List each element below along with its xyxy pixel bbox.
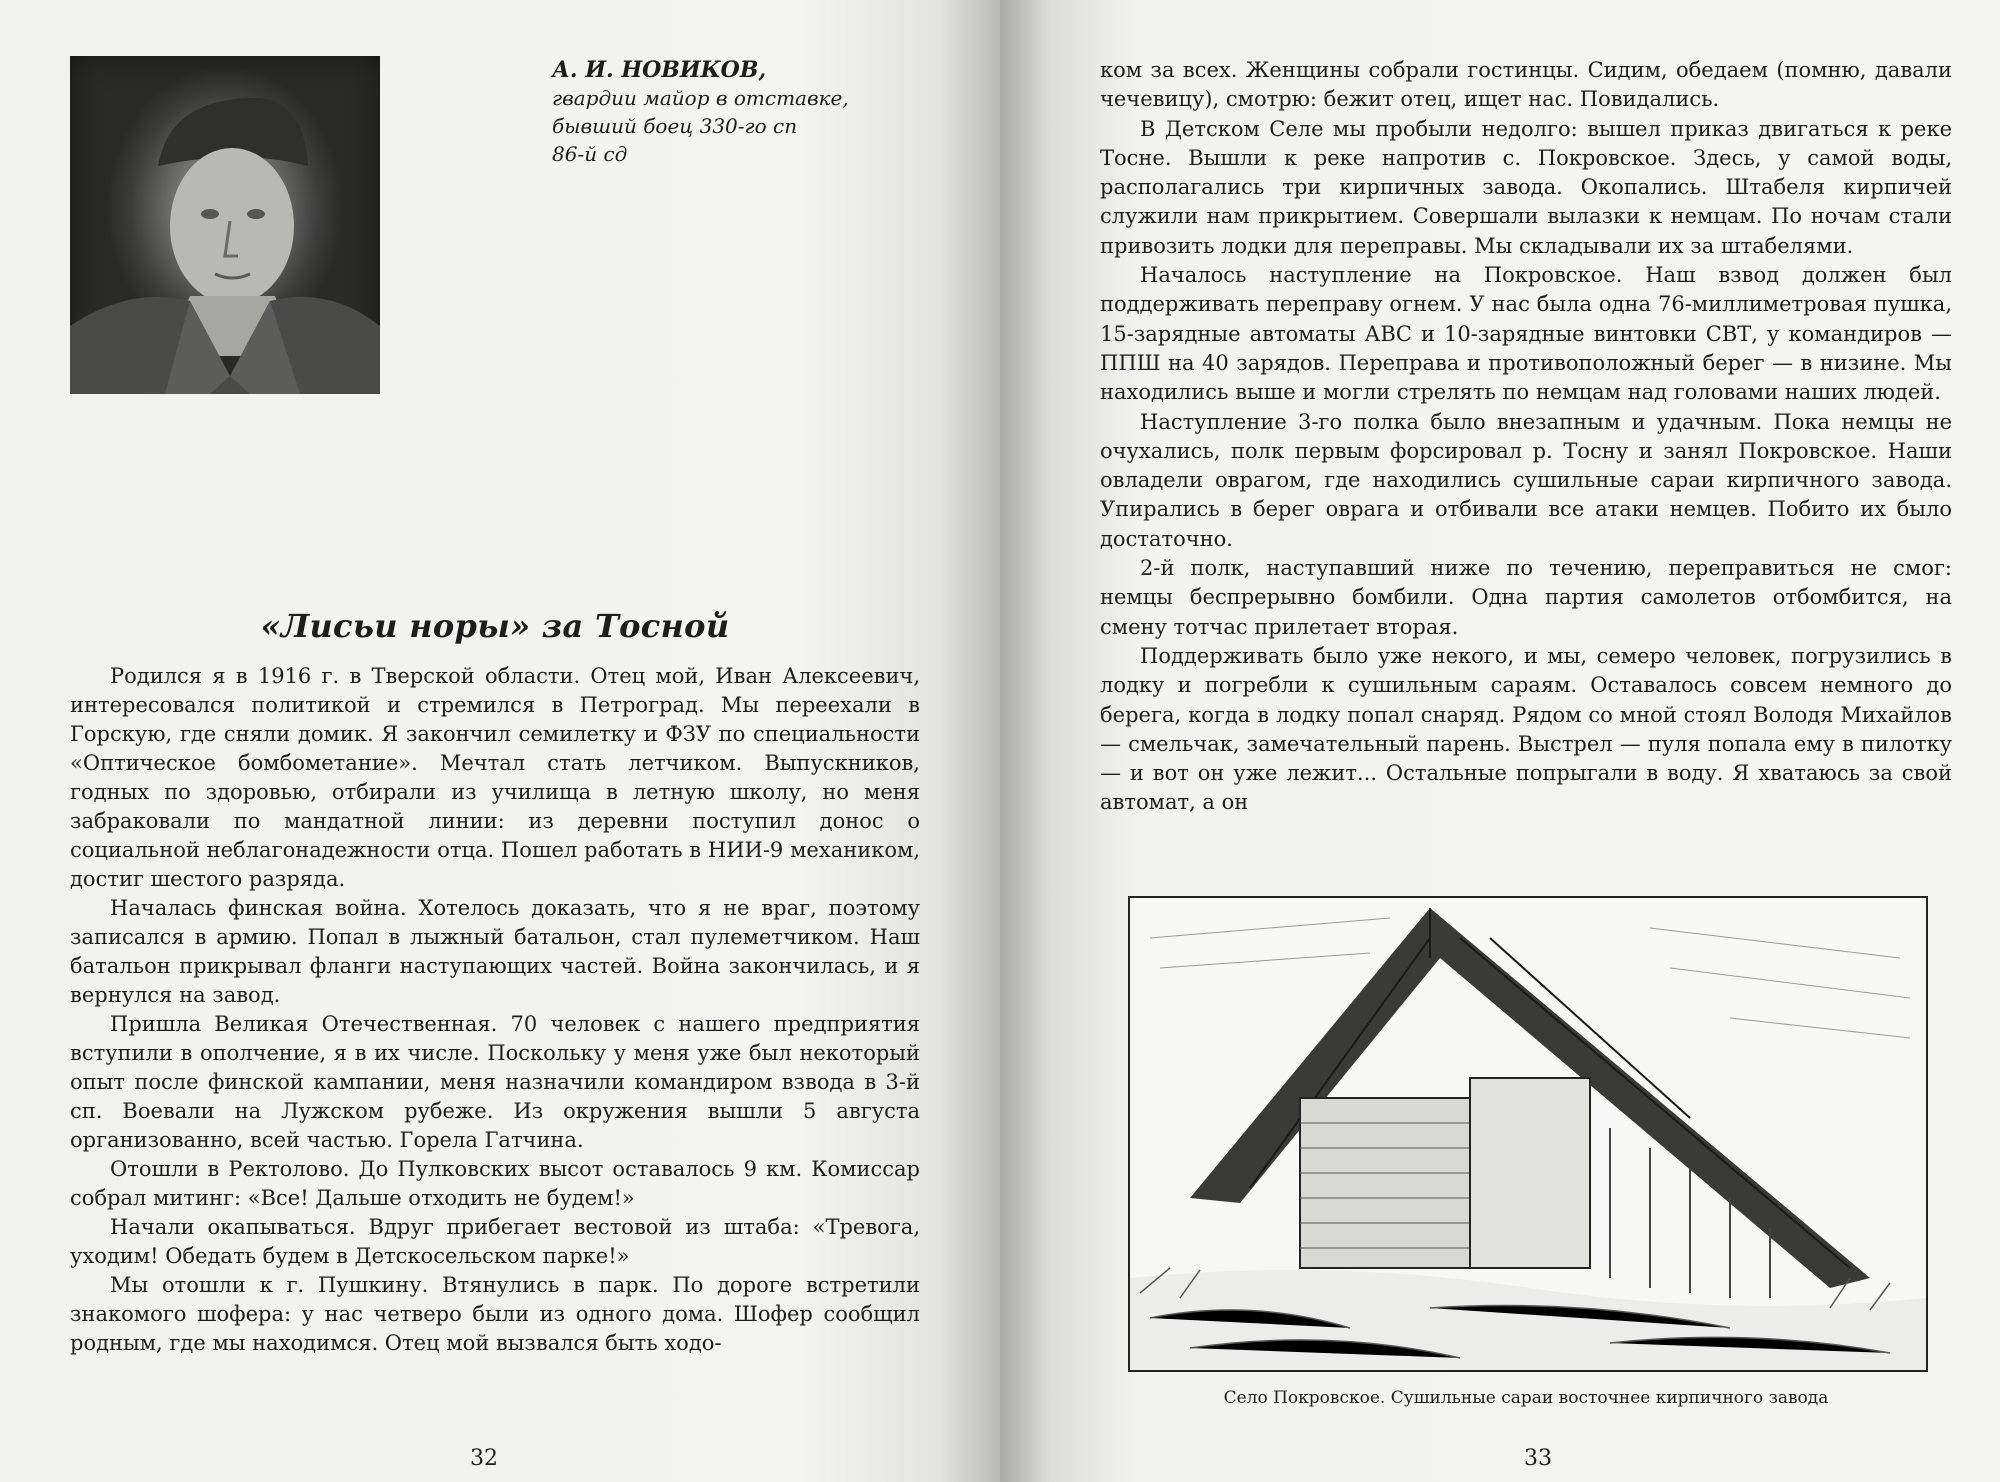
paragraph: Наступление 3-го полка было внезапным и удачным. Пока немцы не очухались, полк первым форсировал р. Тосну и занял Покровское. Наши овладели оврагом, где находились сушильные сараи кирпичного завода. Упирались в берег оврага и отбивали все атаки немцев. Побито их было достаточно. (1100, 409, 1952, 551)
author-unit: бывший боец 330-го сп (552, 114, 798, 138)
barn-illustration (1128, 896, 1928, 1372)
author-portrait-photo (70, 56, 380, 394)
chapter-title: «Лисьи норы» за Тосной (260, 607, 730, 645)
paragraph: Отошли в Ректолово. До Пулковских высот оставалось 9 км. Комиссар собрал митинг: «Все! Дальше отходить не будем!» (70, 1157, 920, 1210)
author-division: 86-й сд (552, 142, 628, 166)
paragraph: Мы отошли к г. Пушкину. Втянулись в парк. По дороге встретили знакомого шофера: у нас четверо были из одного дома. Шофер сообщил родным, где мы находимся. Отец мой вызвался быть ходо- (70, 1273, 920, 1355)
author-info (552, 56, 972, 168)
paragraph: Пришла Великая Отечественная. 70 человек с нашего предприятия вступили в ополчение, я в их числе. Поскольку у меня уже был некоторый опыт после финской кампании, меня назначили командиром взвода в 3-й сп. Воевали на Лужском рубеже. Из окружения вышли 5 августа организованно, всей частью. Горела Гатчина. (70, 1012, 920, 1152)
paragraph: Началось наступление на Покровское. Наш взвод должен был поддерживать переправу огнем. У нас была одна 76-миллиметровая пушка, 15-зарядные автоматы АВС и 10-зарядные винтовки СВТ, у командиров — ППШ на 40 зарядов. Переправа и противоположный берег — в низине. Мы находились выше и могли стрелять по немцам над головами наших людей. (1100, 263, 1952, 405)
paragraph: Поддерживать было уже некого, и мы, семеро человек, погрузились в лодку и погребли к сушильным сараям. Оставалось совсем немного до берега, когда в лодку попал снаряд. Рядом со мной стоял Володя Михайлов — смельчак, замечательный парень. Выстрел — пуля попала ему в пилотку — и вот он уже лежит... Остальные попрыгали в воду. Я хватаюсь за свой автомат, а он (1100, 643, 1952, 815)
right-page-text (1100, 56, 1952, 818)
paragraph: ком за всех. Женщины собрали гостинцы. Сидим, обедаем (помню, давали чечевицу), смотрю: бежит отец, ищет нас. Повидались. (1100, 58, 1952, 112)
paragraph: Начали окапываться. Вдруг прибегает вестовой из штаба: «Тревога, уходим! Обедать будем в Детскосельском парке!» (70, 1215, 920, 1268)
left-page-text (70, 662, 920, 1358)
portrait-drawing (70, 56, 380, 394)
author-rank: гвардии майор в отставке, (552, 86, 849, 110)
page-number-right: 33 (1524, 1446, 1552, 1471)
barn-drawing (1130, 898, 1926, 1370)
paragraph: В Детском Селе мы пробыли недолго: вышел приказ двигаться к реке Тосне. Вышли к реке напротив с. Покровское. Здесь, у самой воды, располагались три кирпичных завода. Окопались. Штабеля кирпичей служили нам прикрытием. Совершали вылазки к немцам. По ночам стали привозить лодки для переправы. Мы складывали их за штабелями. (1100, 116, 1952, 258)
page-number-left: 32 (470, 1446, 498, 1471)
author-name: А. И. НОВИКОВ, (552, 57, 767, 83)
paragraph: 2-й полк, наступавший ниже по течению, переправиться не смог: немцы беспрерывно бомбили. Одна партия самолетов отбомбится, на смену тотчас прилетает вторая. (1100, 556, 1952, 639)
illustration-caption: Село Покровское. Сушильные сараи восточнее кирпичного завода (1223, 1388, 1829, 1408)
paragraph: Началась финская война. Хотелось доказать, что я не враг, поэтому записался в армию. Попал в лыжный батальон, стал пулеметчиком. Наш батальон прикрывал фланги наступающих частей. Война закончилась, и я вернулся на завод. (70, 896, 920, 1007)
paragraph: Родился я в 1916 г. в Тверской области. Отец мой, Иван Алексеевич, интересовался политикой и стремился в Петроград. Мы переехали в Горскую, где сняли домик. Я закончил семилетку и ФЗУ по специальности «Оптическое бомбометание». Мечтал стать летчиком. Выпускников, годных по здоровью, отбирали из училища в летную школу, но меня забраковали по мандатной линии: из деревни поступил донос о социальной неблагонадежности отца. Пошел работать в НИИ-9 механиком, достиг шестого разряда. (70, 664, 920, 891)
